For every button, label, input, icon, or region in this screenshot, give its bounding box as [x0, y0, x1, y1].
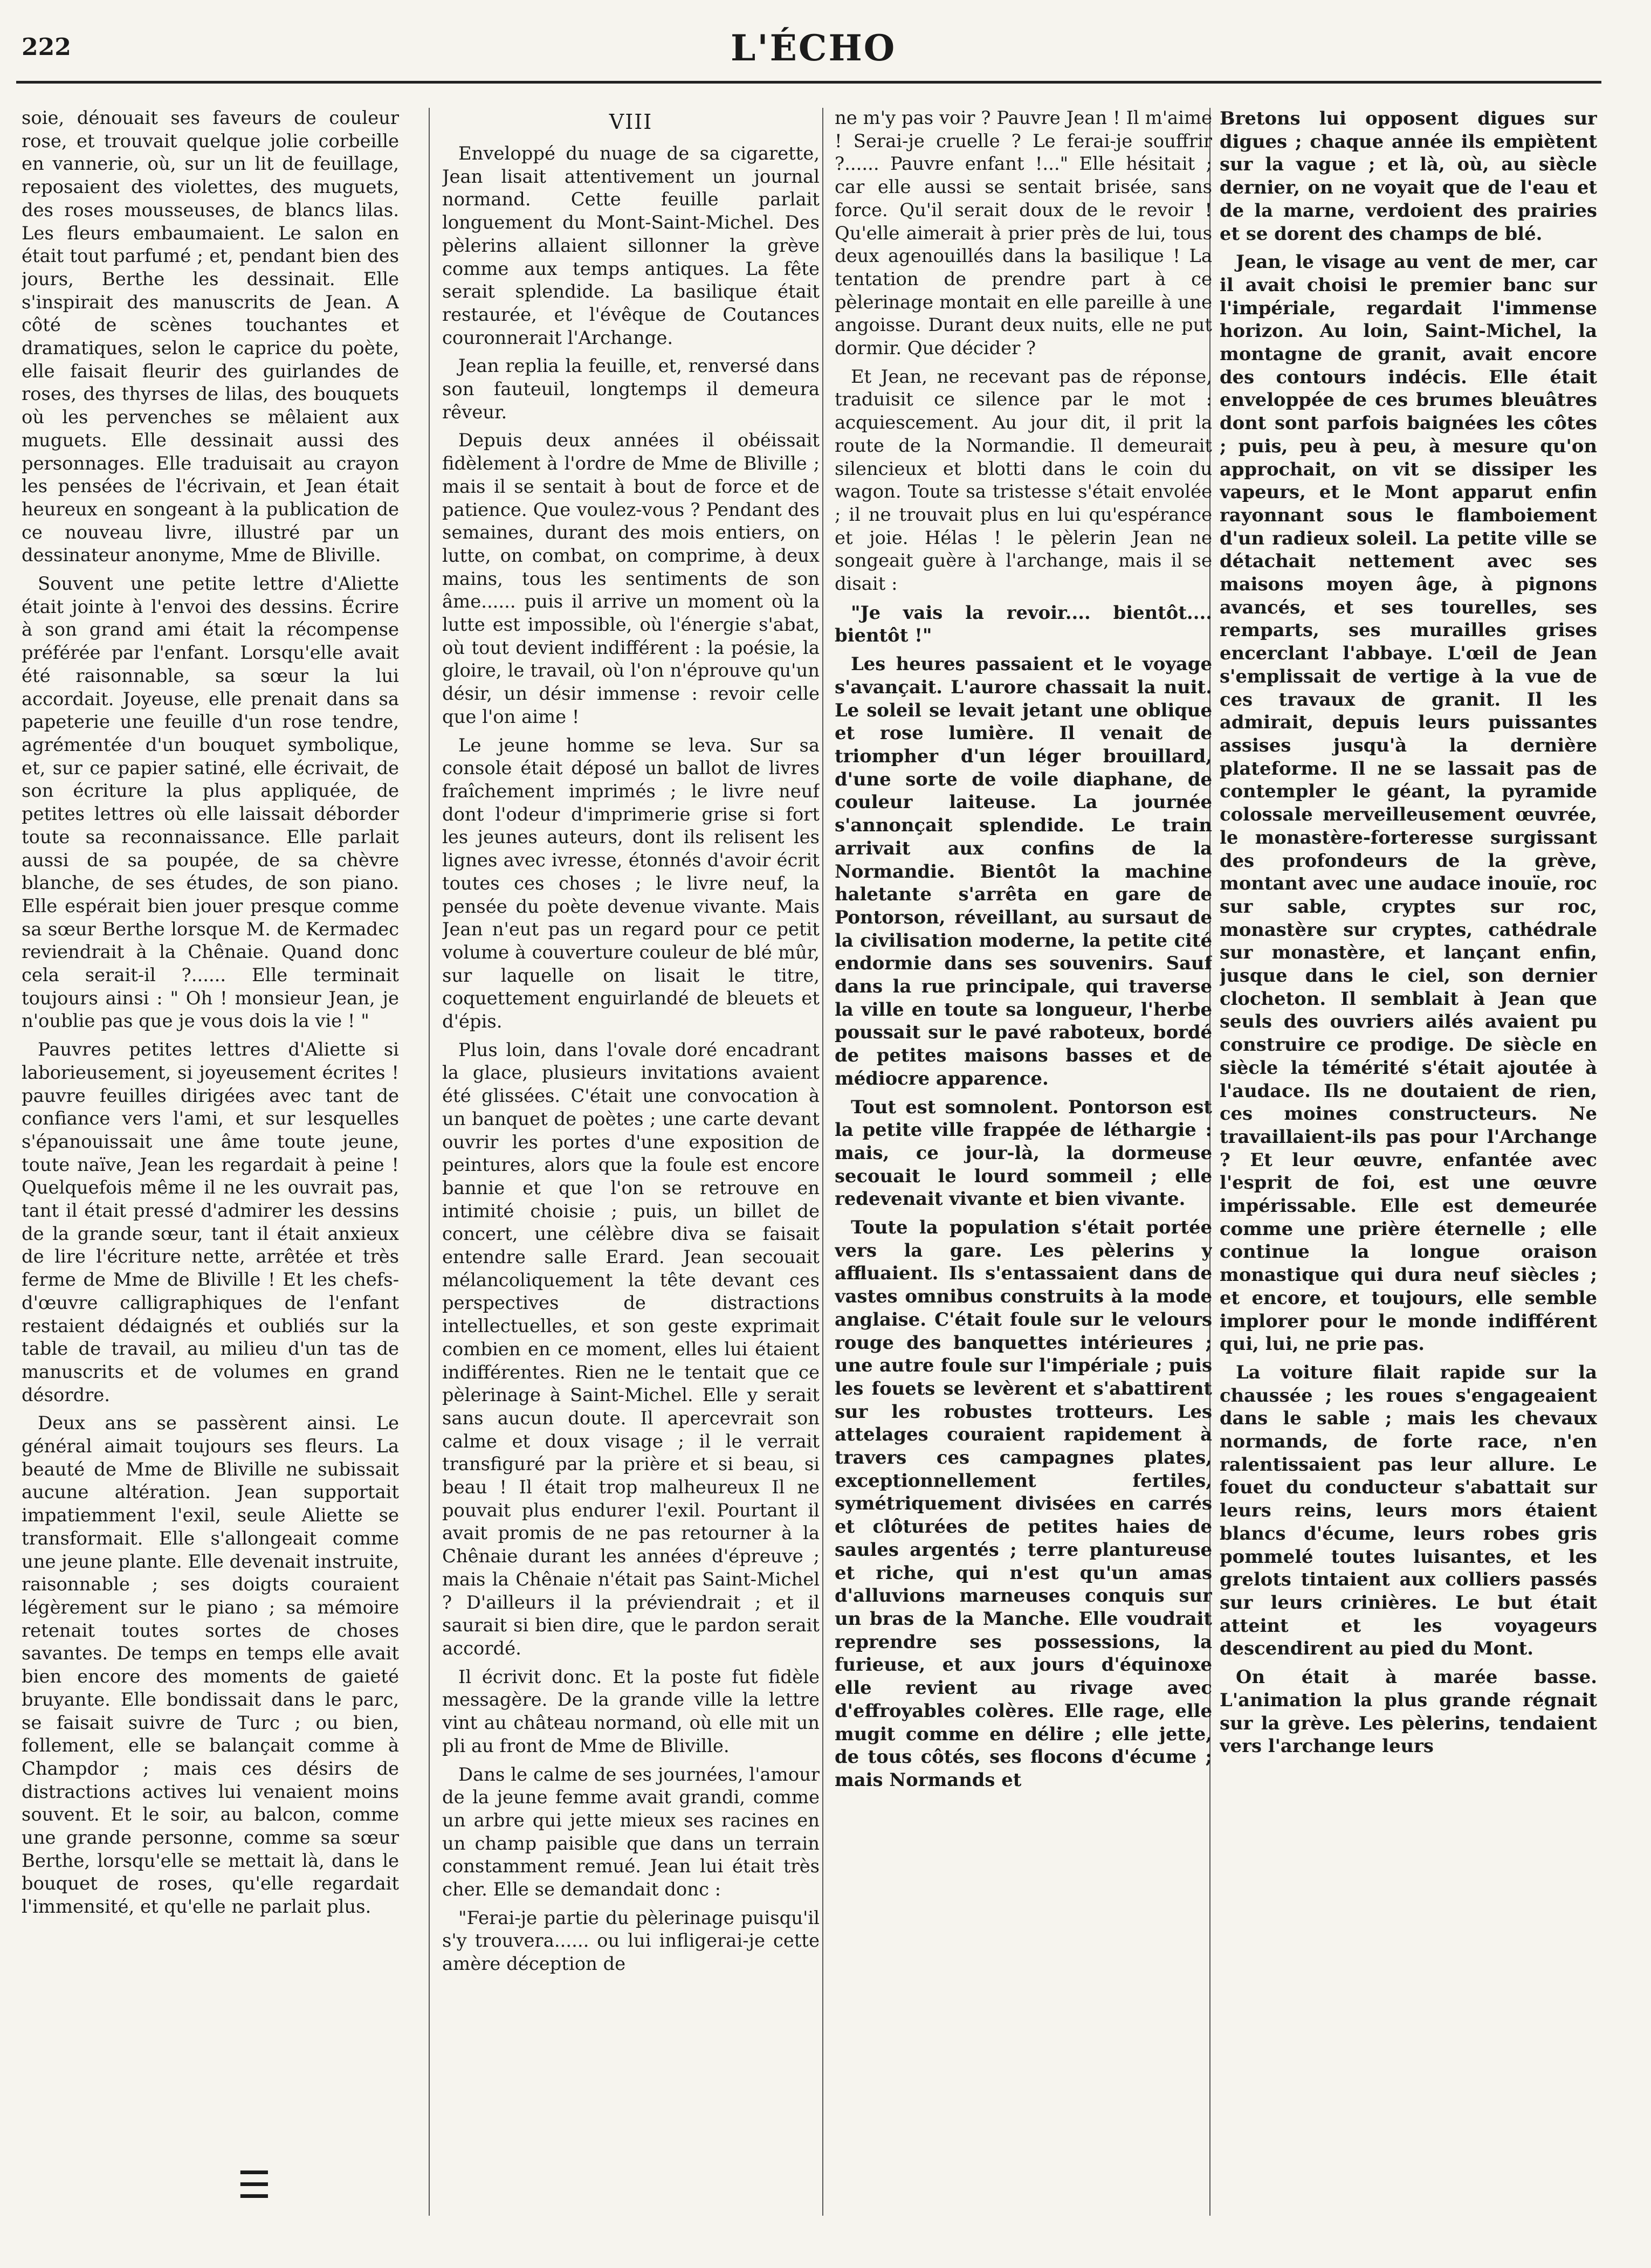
- paragraph: Enveloppé du nuage de sa cigarette, Jean lisait attentivement un journal normand. Cette feuille parlait longuement du Mont-Saint-Michel. Des pèlerins allaient sillonner la grève comme aux temps antiques. La fête serait splendide. La basilique était restaurée, et l'évêque de Coutances couronnerait l'Archange.: [442, 143, 820, 348]
- paragraph: Souvent une petite lettre d'Aliette était jointe à l'envoi des dessins. Écrire à son grand ami était la récompense préférée par l'enfant. Lorsqu'elle avait été raisonnable, sa sœur la lui accordait. Joyeuse, elle prenait dans sa papeterie une feuille d'un rose tendre, agrémentée d'un bouquet symbolique, et, sur ce papier satiné, elle écrivait, de son écriture la plus appliquée, de petites lettres où elle laissait déborder toute sa reconnaissance. Elle parlait aussi de sa poupée, de sa chèvre blanche, de ses études, de son piano. Elle espérait bien jouer presque comme sa sœur Berthe lorsque M. de Kermadec reviendrait à la Chênaie. Quand donc cela serait-il ?...... Elle terminait toujours ainsi : " Oh ! monsieur Jean, je n'oublie pas que je vous dois la vie ! ": [22, 573, 399, 1032]
- paragraph: "Je vais la revoir.... bientôt.... bientôt !": [835, 601, 1212, 646]
- paragraph: Dans le calme de ses journées, l'amour de la jeune femme avait grandi, comme un arbre qui jette mieux ses racines en un champ paisible que dans un terrain constamment remué. Jean lui était très cher. Elle se demandait donc :: [442, 1763, 820, 1900]
- paragraph: Plus loin, dans l'ovale doré encadrant la glace, plusieurs invitations avaient été glissées. C'était une convocation à un banquet de poètes ; une carte devant ouvrir les portes d'une exposition de peintures, alors que la foule est encore bannie et que l'on se retrouve en intimité choisie ; puis, un billet de concert, une célèbre diva se faisait entendre salle Erard. Jean secouait mélancoliquement la tête devant ces perspectives de distractions intellectuelles, et son geste exprimait combien en ce moment, elles lui étaient indifférentes. Rien ne le tentait que ce pèlerinage à Saint-Michel. Elle y serait sans aucun doute. Il apercevrait son calme et doux visage ; il le verrait transfiguré par la prière et si beau, si beau ! Il était trop malheureux Il ne pouvait plus endurer l'exil. Pourtant il avait promis de ne pas retourner à la Chênaie durant les années d'épreuve ; mais la Chênaie n'était pas Saint-Michel ? D'ailleurs il la préviendrait ; et il saurait si bien dire, que le pardon serait accordé.: [442, 1039, 820, 1659]
- page-number: 222: [22, 33, 71, 61]
- column-rule: [822, 108, 823, 2216]
- paragraph: Toute la population s'était portée vers la gare. Les pèlerins y affluaient. Ils s'entassaient dans de vastes omnibus construits à la mode anglaise. C'était foule sur le velours rouge des banquettes intérieures ; une autre foule sur l'impériale ; puis les fouets se levèrent et s'abattirent sur les robustes trotteurs. Les attelages couraient rapidement à travers ces campagnes plates, exceptionnellement fertiles, symétriquement divisées en carrés et clôturées de petites haies de saules argentés ; terre plantureuse et riche, qui n'est qu'un amas d'alluvions marneuses conquis sur un bras de la Manche. Elle voudrait reprendre ses possessions, la furieuse, et aux jours d'équinoxe elle revient au rivage avec d'effroyables colères. Elle rage, elle mugit comme en délire ; elle jette, de tous côtés, ses flocons d'écume ; mais Normands et: [835, 1216, 1212, 1790]
- paragraph: Bretons lui opposent digues sur digues ; chaque année ils empiètent sur la vague ; et là, où, au siècle dernier, on ne voyait que de l'eau et de la marne, verdoient des prairies et se dorent des champs de blé.: [1220, 107, 1597, 244]
- paragraph: Les heures passaient et le voyage s'avançait. L'aurore chassait la nuit. Le soleil se levait jetant une oblique et rose lumière. Il venait de triompher d'un léger brouillard, d'une sorte de voile diaphane, de couleur laiteuse. La journée s'annonçait splendide. Le train arrivait aux confins de la Normandie. Bientôt la machine haletante s'arrêta en gare de Pontorson, réveillant, au sursaut de la civilisation moderne, la petite cité endormie dans ses souvenirs. Sauf dans la rue principale, qui traverse la ville en toute sa longueur, l'herbe poussait sur le pavé raboteux, bordé de petites maisons basses et de médiocre apparence.: [835, 653, 1212, 1089]
- journal-title: L'ÉCHO: [731, 27, 897, 69]
- paragraph: Depuis deux années il obéissait fidèlement à l'ordre de Mme de Bliville ; mais il se sentait à bout de force et de patience. Que voulez-vous ? Pendant des semaines, durant des mois entiers, on lutte, on combat, on comprime, à deux mains, tous les sentiments de son âme...... puis il arrive un moment où la lutte est impossible, où l'énergie s'abat, où tout devient indifférent : la poésie, la gloire, le travail, où l'on n'éprouve qu'un désir, un désir immense : revoir celle que l'on aime !: [442, 430, 820, 727]
- paragraph: ne m'y pas voir ? Pauvre Jean ! Il m'aime ! Serai-je cruelle ? Le ferai-je souffrir ?...... Pauvre enfant !..." Elle hésitait ; car elle aussi se sentait brisée, sans force. Qu'il serait doux de le revoir ! Qu'elle aimerait à prier près de lui, tous deux agenouillés dans la basilique ! La tentation de prendre part à ce pèlerinage montait en elle pareille à une angoisse. Durant deux nuits, elle ne put dormir. Que décider ?: [835, 107, 1212, 359]
- paragraph: On était à marée basse. L'animation la plus grande régnait sur la grève. Les pèlerins, tendaient vers l'archange leurs: [1220, 1666, 1597, 1757]
- text-column-1: [22, 107, 399, 2231]
- paragraph: Tout est somnolent. Pontorson est la petite ville frappée de léthargie : mais, ce jour-là, la dormeuse secouait le lourd sommeil ; elle redevenait vivante et bien vivante.: [835, 1095, 1212, 1210]
- paragraph: La voiture filait rapide sur la chaussée ; les roues s'engageaient dans le sable ; mais les chevaux normands, de forte race, n'en ralentissaient pas leur allure. Le fouet du conducteur s'abattait sur leurs reins, leurs mors étaient blancs d'écume, leurs robes gris pommelé toutes luisantes, et les grelots tintaient aux colliers passés sur leurs crinières. Le but était atteint et les voyageurs descendirent au pied du Mont.: [1220, 1361, 1597, 1659]
- paragraph: "Ferai-je partie du pèlerinage puisqu'il s'y trouvera...... ou lui infligerai-je cette amère déception de: [442, 1907, 820, 1975]
- paragraph: Le jeune homme se leva. Sur sa console était déposé un ballot de livres fraîchement imprimés ; le livre neuf dont l'odeur d'imprimerie grise si fort les jeunes auteurs, dont ils relisent les lignes avec ivresse, étonnés d'avoir écrit toutes ces choses ; le livre neuf, la pensée du poète devenue vivante. Mais Jean n'eut pas un regard pour ce petit volume à couverture couleur de blé mûr, sur laquelle on lisait le titre, coquettement enguirlandé de bleuets et d'épis.: [442, 734, 820, 1032]
- paragraph: Pauvres petites lettres d'Aliette si laborieusement, si joyeusement écrites ! pauvre feuilles dirigées avec tant de confiance vers l'ami, et sur lesquelles s'épanouissait une âme toute jeune, toute naïve, Jean les regardait à peine ! Quelquefois même il ne les ouvrait pas, tant il était pressé d'admirer les dessins de la grande sœur, tant il était anxieux de lire l'écriture nette, arrêtée et très ferme de Mme de Bliville ! Et les chefs-d'œuvre calligraphiques de l'enfant restaient dédaignés et oubliés sur la table de travail, au milieu d'un tas de manuscrits et de volumes en grand désordre.: [22, 1039, 399, 1405]
- column-rule: [429, 108, 430, 2216]
- paragraph: Deux ans se passèrent ainsi. Le général aimait toujours ses fleurs. La beauté de Mme de Bliville ne subissait aucune altération. Jean supportait impatiemment l'exil, seule Aliette se transformait. Elle s'allongeait comme une jeune plante. Elle devenait instruite, raisonnable ; ses doigts couraient légèrement sur le piano ; sa mémoire retenait toutes sortes de choses savantes. De temps en temps elle avait bien encore des moments de gaieté bruyante. Elle bondissait dans le parc, se faisait suivre de Turc ; ou bien, follement, elle se balançait comme à Champdor ; mais ces désirs de distractions actives lui venaient moins souvent. Et le soir, au balcon, comme une grande personne, comme sa sœur Berthe, lorsqu'elle se mettait là, dans le bouquet de roses, qu'elle regardait l'immensité, et qu'elle ne parlait plus.: [22, 1412, 399, 1918]
- header-rule: [16, 81, 1601, 84]
- page-header: [0, 0, 1651, 102]
- paragraph: Jean replia la feuille, et, renversé dans son fauteuil, longtemps il demeura rêveur.: [442, 355, 820, 423]
- text-column-4: [1220, 107, 1597, 2231]
- paragraph: Jean, le visage au vent de mer, car il avait choisi le premier banc sur l'impériale, regardait l'immense horizon. Au loin, Saint-Michel, la montagne de granit, avait encore des contours indécis. Elle était enveloppée de ces brumes bleuâtres dont sont parfois baignées les côtes ; puis, peu à peu, à mesure qu'on approchait, on vit se dissiper les vapeurs, et le Mont apparut enfin rayonnant sous le flamboiement d'un radieux soleil. La petite ville se détachait nettement avec ses maisons moyen âge, à pignons avancés, et ses tourelles, ses remparts, ses murailles grises encerclant l'abbaye. L'œil de Jean s'emplissait de vertige à la vue de ces travaux de granit. Il les admirait, depuis leurs puissantes assises jusqu'à la dernière plateforme. Il ne se lassait pas de contempler le géant, la pyramide colossale merveilleusement œuvrée, le monastère-forteresse surgissant des profondeurs de la grève, montant avec une audace inouïe, roc sur sable, cryptes sur roc, monastère sur cryptes, cathédrale sur monastère, et lançant enfin, jusque dans le ciel, son dernier clocheton. Il semblait à Jean que seuls des ouvriers ailés avaient pu construire ce prodige. De siècle en siècle la témérité s'était ajoutée à l'audace. Ils ne doutaient de rien, ces moines constructeurs. Ne travaillaient-ils pas pour l'Archange ? Et leur œuvre, enfantée avec l'esprit de foi, est une œuvre impérissable. Elle est demeurée comme une prière éternelle ; elle continue la longue oraison monastique qui dura neuf siècles ; et encore, et toujours, elle semble implorer pour le monde indifférent qui, lui, ne prie pas.: [1220, 251, 1597, 1355]
- text-column-3: [835, 107, 1212, 2231]
- ornament-icon: ☰: [237, 2163, 271, 2207]
- section-heading: VIII: [609, 110, 653, 134]
- paragraph: soie, dénouait ses faveurs de couleur rose, et trouvait quelque jolie corbeille en vannerie, où, sur un lit de feuillage, reposaient des violettes, des muguets, des roses mousseuses, de blancs lilas. Les fleurs embaumaient. Le salon en était tout parfumé ; et, pendant bien des jours, Berthe les dessinait. Elle s'inspirait des manuscrits de Jean. A côté de scènes touchantes et dramatiques, selon le caprice du poète, elle faisait fleurir des guirlandes de roses, des thyrses de lilas, des bouquets où les pervenches se mêlaient aux muguets. Elle dessinait aussi des personnages. Elle traduisait au crayon les pensées de l'écrivain, et Jean était heureux en songeant à la publication de ce nouveau livre, illustré par un dessinateur anonyme, Mme de Bliville.: [22, 107, 399, 566]
- paragraph: Il écrivit donc. Et la poste fut fidèle messagère. De la grande ville la lettre vint au château normand, où elle mit un pli au front de Mme de Bliville.: [442, 1666, 820, 1756]
- paragraph: Et Jean, ne recevant pas de réponse, traduisit ce silence par le mot : acquiescement. Au jour dit, il prit la route de la Normandie. Il demeurait silencieux et blotti dans le coin du wagon. Toute sa tristesse s'était envolée ; il ne trouvait plus en lui qu'espérance et joie. Hélas ! le pèlerin Jean ne songeait guère à l'archange, mais il se disait :: [835, 366, 1212, 595]
- text-column-2: [442, 107, 820, 2231]
